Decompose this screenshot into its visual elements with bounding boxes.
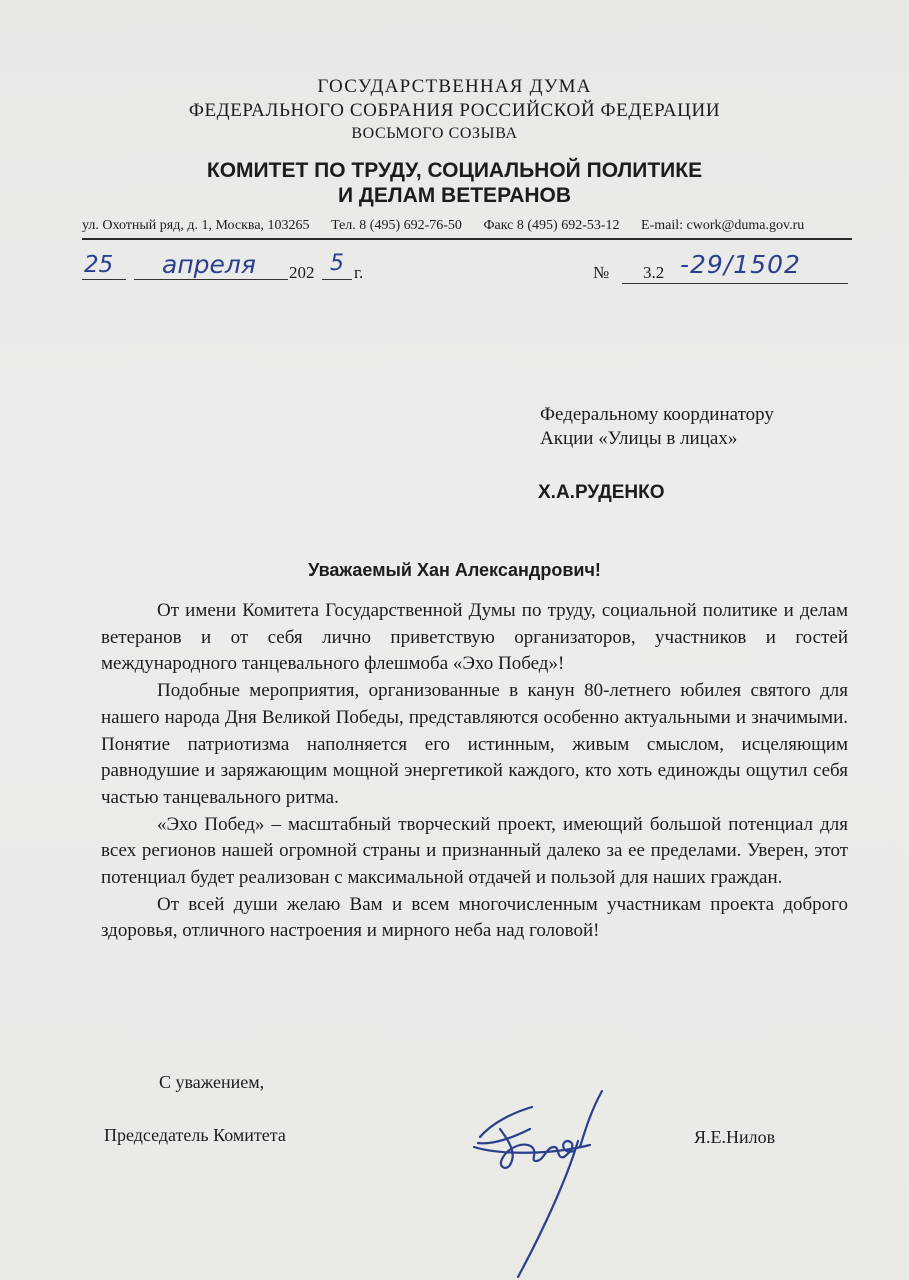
date-day-underline (82, 279, 126, 280)
salutation: Уважаемый Хан Александрович! (308, 560, 601, 580)
body-paragraph: Подобные мероприятия, организованные в канун 80-летнего юбилея святого для нашего народа Дня Великой Победы, представляются особенно актуальными и значимыми. Понятие патриотизма наполняется его истинным, живым смыслом, исцеляющим равнодушие и заряжающим мощной энергетикой каждого, кто хоть единожды ощутил себя частью танцевального ритма. (101, 680, 848, 808)
contact-fax: Факс 8 (495) 692-53-12 (483, 218, 620, 233)
date-month-underline (134, 279, 288, 280)
contact-phone: Тел. 8 (495) 692-76-50 (331, 218, 462, 233)
body-paragraph: От имени Комитета Государственной Думы по труду, социальной политике и делам ветеранов и от себя лично приветствую организаторов, участников и гостей международного танцевального флешмоба «Эхо Побед»! (101, 600, 848, 675)
date-year-underline (322, 279, 352, 280)
signatory-name: Я.Е.Нилов (694, 1127, 776, 1147)
number-underline (622, 283, 848, 284)
date-month-handwritten: апреля (162, 250, 256, 279)
date-year-handwritten: 5 (330, 251, 344, 276)
committee-title-line-2: И ДЕЛАМ ВЕТЕРАНОВ (337, 184, 572, 207)
body-paragraph: От всей души желаю Вам и всем многочисленным участникам проекта доброго здоровья, отличного настроения и мирного неба над головой! (101, 893, 848, 942)
date-year-prefix: 202 (289, 263, 315, 282)
recipient-name: Х.А.РУДЕНКО (538, 482, 665, 503)
date-suffix: г. (354, 263, 364, 282)
closing-phrase: С уважением, (159, 1072, 265, 1092)
header-line-federal-assembly: ФЕДЕРАЛЬНОГО СОБРАНИЯ РОССИЙСКОЙ ФЕДЕРАЦИИ (188, 100, 721, 121)
number-printed: 3.2 (643, 263, 665, 282)
date-day-handwritten: 25 (84, 252, 114, 278)
body-paragraph: «Эхо Побед» – масштабный творческий проект, имеющий большой потенциал для всех регионов нашей огромной страны и признанный далеко за ее пределами. Уверен, этот потенциал будет реализован с максимальной отдачей и пользой для наших граждан. (101, 813, 848, 889)
header-line-convocation: ВОСЬМОГО СОЗЫВА (351, 125, 518, 142)
addressee-line-1: Федеральному координатору (540, 404, 774, 425)
addressee-block (540, 403, 774, 451)
number-handwritten: -29/1502 (680, 250, 801, 279)
header-divider (82, 238, 852, 240)
committee-title (0, 158, 909, 208)
header-line-duma: ГОСУДАРСТВЕННАЯ ДУМА (317, 76, 592, 97)
contact-line (82, 218, 862, 234)
handwritten-signature-icon (460, 1085, 620, 1280)
contact-email: E-mail: cwork@duma.gov.ru (641, 218, 805, 233)
number-label: № (593, 263, 610, 282)
addressee-line-2: Акции «Улицы в лицах» (540, 428, 738, 449)
contact-address: ул. Охотный ряд, д. 1, Москва, 103265 (82, 218, 310, 233)
letter-body (101, 598, 848, 945)
committee-title-line-1: КОМИТЕТ ПО ТРУДУ, СОЦИАЛЬНОЙ ПОЛИТИКЕ (206, 159, 703, 182)
signatory-title: Председатель Комитета (104, 1125, 286, 1145)
